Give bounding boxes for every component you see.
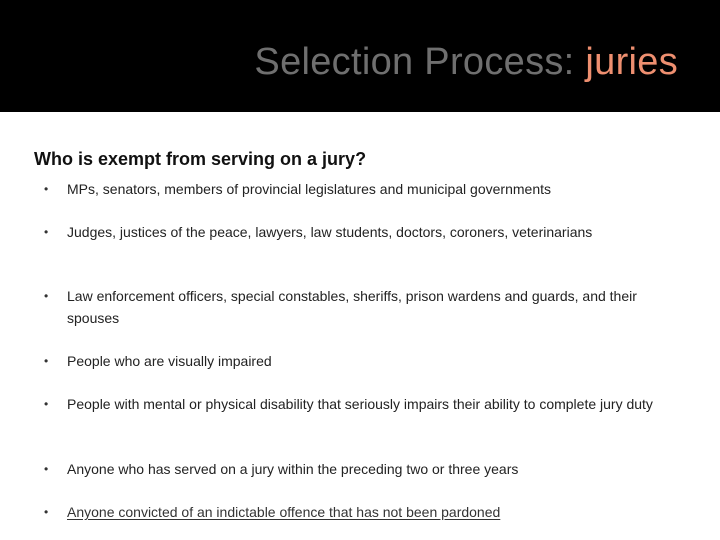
list-item — [44, 221, 684, 243]
list-item — [44, 393, 684, 415]
bullet-icon: • — [44, 397, 49, 411]
bullet-icon: • — [44, 354, 49, 368]
list-item[interactable] — [44, 501, 684, 523]
slide-title — [254, 38, 678, 86]
pardon-link[interactable]: Anyone convicted of an indictable offence that has not been pardoned — [67, 504, 501, 520]
slide-title-main: Selection Process: — [254, 41, 586, 83]
bullet-icon: • — [44, 225, 49, 239]
title-bar — [0, 0, 720, 112]
bullet-icon: • — [44, 505, 49, 519]
list-item — [44, 350, 684, 372]
slide-title-accent: juries — [585, 41, 678, 83]
list-item-text: Law enforcement officers, special constables, sheriffs, prison wardens and guards, and their spouses — [67, 288, 637, 326]
question-heading: Who is exempt from serving on a jury? — [34, 149, 367, 169]
list-item-text: MPs, senators, members of provincial legislatures and municipal governments — [67, 181, 551, 197]
list-item-text: Judges, justices of the peace, lawyers, law students, doctors, coroners, veterinarians — [67, 224, 593, 240]
list-item — [44, 285, 684, 329]
list-item — [44, 458, 684, 480]
list-item-text: People with mental or physical disability that seriously impairs their ability to complete jury duty — [67, 396, 653, 412]
list-item — [44, 178, 684, 200]
list-item-text: People who are visually impaired — [67, 353, 272, 369]
bullet-icon: • — [44, 462, 49, 476]
bullet-icon: • — [44, 289, 49, 303]
list-item-text: Anyone who has served on a jury within the preceding two or three years — [67, 461, 519, 477]
bullet-icon: • — [44, 182, 49, 196]
